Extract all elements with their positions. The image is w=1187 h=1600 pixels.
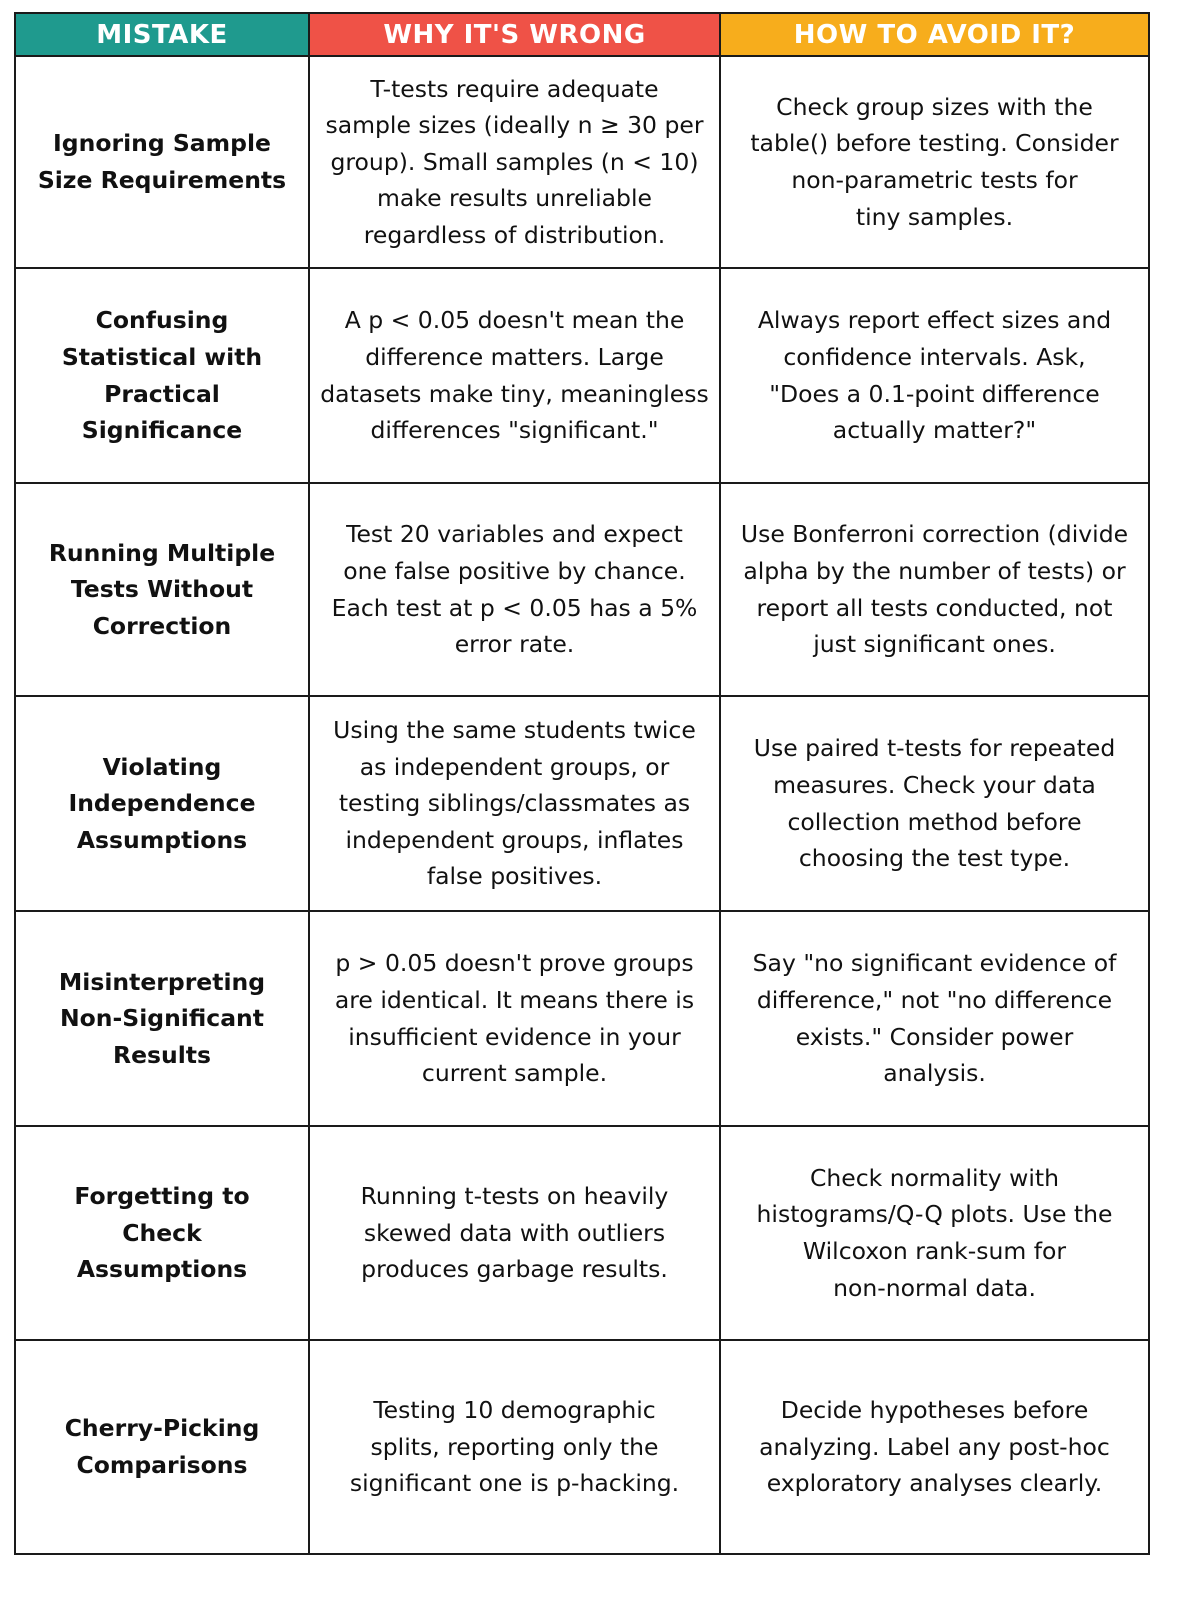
why-cell-line: as independent groups, or xyxy=(359,752,670,781)
how-cell xyxy=(720,1126,1149,1340)
mistake-cell-line: Comparisons xyxy=(76,1451,248,1479)
how-cell-line: choosing the test type. xyxy=(798,844,1071,873)
how-cell xyxy=(720,483,1149,696)
why-cell-line: current sample. xyxy=(421,1059,608,1088)
how-cell-line: Say "no significant evidence of xyxy=(752,949,1117,978)
mistake-cell-line: Check xyxy=(122,1218,202,1247)
mistake-cell-line: Size Requirements xyxy=(37,166,287,194)
how-cell xyxy=(720,268,1149,483)
mistake-cell-line: Statistical with xyxy=(61,342,263,371)
why-cell-line: datasets make tiny, meaningless xyxy=(320,379,709,408)
why-cell xyxy=(309,483,720,696)
how-cell-line: histograms/Q-Q plots. Use the xyxy=(756,1200,1113,1229)
how-cell-line: measures. Check your data xyxy=(773,770,1096,799)
table-row xyxy=(15,268,1149,483)
header-mistake: MISTAKE xyxy=(15,13,309,56)
mistake-cell-line: Correction xyxy=(92,611,232,640)
why-cell-line: regardless of distribution. xyxy=(363,220,666,249)
why-cell xyxy=(309,1126,720,1340)
mistake-cell-line: Violating xyxy=(102,752,222,781)
mistake-cell-line: Cherry-Picking xyxy=(64,1414,260,1443)
how-cell xyxy=(720,911,1149,1126)
why-cell-line: independent groups, inflates xyxy=(345,825,684,854)
how-cell xyxy=(720,696,1149,911)
how-cell-line: analyzing. Label any post-hoc xyxy=(759,1432,1110,1461)
why-cell-line: one false positive by chance. xyxy=(343,556,686,585)
how-cell xyxy=(720,1340,1149,1554)
why-cell-line: skewed data with outliers xyxy=(363,1218,666,1247)
how-cell-line: Use paired t-tests for repeated xyxy=(753,734,1116,763)
why-cell-line: difference matters. Large xyxy=(365,342,664,371)
mistake-cell xyxy=(15,911,309,1126)
how-cell-line: tiny samples. xyxy=(855,202,1014,231)
header-why-its-wrong: WHY IT'S WRONG xyxy=(309,13,720,56)
how-cell-line: Use Bonferroni correction (divide xyxy=(740,520,1129,549)
why-cell xyxy=(309,696,720,911)
how-cell-line: report all tests conducted, not xyxy=(756,593,1113,622)
why-cell-line: insufficient evidence in your xyxy=(348,1022,681,1051)
why-cell-line: false positives. xyxy=(426,862,603,891)
mistake-cell-line: Practical xyxy=(104,379,220,408)
mistake-cell xyxy=(15,1126,309,1340)
mistake-cell-line: Non-Significant xyxy=(59,1004,265,1033)
table-body xyxy=(15,56,1149,1554)
mistake-cell-line: Assumptions xyxy=(76,825,248,854)
how-cell-line: confidence intervals. Ask, xyxy=(783,342,1086,371)
how-cell-line: table() before testing. Consider xyxy=(750,129,1119,158)
why-cell-line: Testing 10 demographic xyxy=(373,1396,656,1425)
table-row xyxy=(15,696,1149,911)
how-cell-line: Always report effect sizes and xyxy=(757,306,1112,335)
why-cell-line: Running t-tests on heavily xyxy=(360,1182,669,1211)
how-cell-line: Wilcoxon rank-sum for xyxy=(802,1237,1067,1265)
why-cell-line: A p < 0.05 doesn't mean the xyxy=(344,306,685,335)
mistake-cell xyxy=(15,483,309,696)
how-cell-line: difference," not "no difference xyxy=(756,985,1113,1014)
why-cell-line: T-tests require adequate xyxy=(370,74,659,103)
mistake-cell xyxy=(15,56,309,268)
mistake-cell xyxy=(15,1340,309,1554)
mistake-cell-line: Results xyxy=(112,1040,212,1069)
mistake-cell-line: Misinterpreting xyxy=(58,967,266,996)
why-cell-line: differences "significant." xyxy=(370,416,659,445)
how-cell-line: analysis. xyxy=(883,1059,986,1088)
how-cell-line: actually matter?" xyxy=(832,416,1037,445)
why-cell-line: Using the same students twice xyxy=(333,716,696,745)
mistakes-table xyxy=(14,12,1150,1555)
why-cell-line: testing siblings/classmates as xyxy=(338,789,691,818)
why-cell-line: error rate. xyxy=(454,630,575,659)
why-cell xyxy=(309,268,720,483)
why-cell-line: splits, reporting only the xyxy=(370,1432,659,1461)
how-cell-line: alpha by the number of tests) or xyxy=(743,556,1126,585)
why-cell xyxy=(309,911,720,1126)
table-row xyxy=(15,483,1149,696)
how-cell-line: Decide hypotheses before xyxy=(780,1396,1089,1425)
how-cell-line: Check group sizes with the xyxy=(776,92,1093,121)
why-cell xyxy=(309,56,720,268)
mistake-cell-line: Independence xyxy=(68,789,256,818)
table-row xyxy=(15,1340,1149,1554)
why-cell-line: are identical. It means there is xyxy=(334,985,695,1014)
why-cell-line: group). Small samples (n < 10) xyxy=(330,147,699,176)
why-cell-line: sample sizes (ideally n ≥ 30 per xyxy=(325,111,704,140)
how-cell-line: collection method before xyxy=(787,807,1082,836)
mistake-cell-line: Confusing xyxy=(95,306,229,335)
why-cell xyxy=(309,1340,720,1554)
header-row xyxy=(15,13,1149,56)
how-cell-line: Check normality with xyxy=(809,1163,1060,1192)
how-cell-line: non-normal data. xyxy=(833,1273,1036,1302)
why-cell-line: produces garbage results. xyxy=(361,1255,668,1284)
mistake-cell-line: Running Multiple xyxy=(48,538,276,567)
table-row xyxy=(15,56,1149,268)
why-cell-line: Each test at p < 0.05 has a 5% xyxy=(331,593,698,622)
how-cell-line: exists." Consider power xyxy=(795,1022,1074,1051)
how-cell-line: "Does a 0.1-point difference xyxy=(769,379,1100,408)
table-row xyxy=(15,1126,1149,1340)
how-cell-line: just significant ones. xyxy=(813,630,1056,659)
how-cell-line: non-parametric tests for xyxy=(791,166,1078,194)
why-cell-line: make results unreliable xyxy=(377,184,652,213)
why-cell-line: significant one is p-hacking. xyxy=(349,1469,680,1498)
table-row xyxy=(15,911,1149,1126)
mistake-cell-line: Forgetting to xyxy=(74,1182,250,1211)
header-how-to-avoid: HOW TO AVOID IT? xyxy=(720,13,1149,56)
how-cell xyxy=(720,56,1149,268)
mistake-cell-line: Tests Without xyxy=(70,575,254,604)
mistake-cell xyxy=(15,268,309,483)
mistake-cell-line: Significance xyxy=(81,416,243,445)
why-cell-line: p > 0.05 doesn't prove groups xyxy=(335,949,694,978)
mistake-cell-line: Ignoring Sample xyxy=(53,129,271,158)
why-cell-line: Test 20 variables and expect xyxy=(346,520,683,549)
mistake-cell xyxy=(15,696,309,911)
how-cell-line: exploratory analyses clearly. xyxy=(766,1469,1103,1498)
mistake-cell-line: Assumptions xyxy=(76,1255,248,1284)
